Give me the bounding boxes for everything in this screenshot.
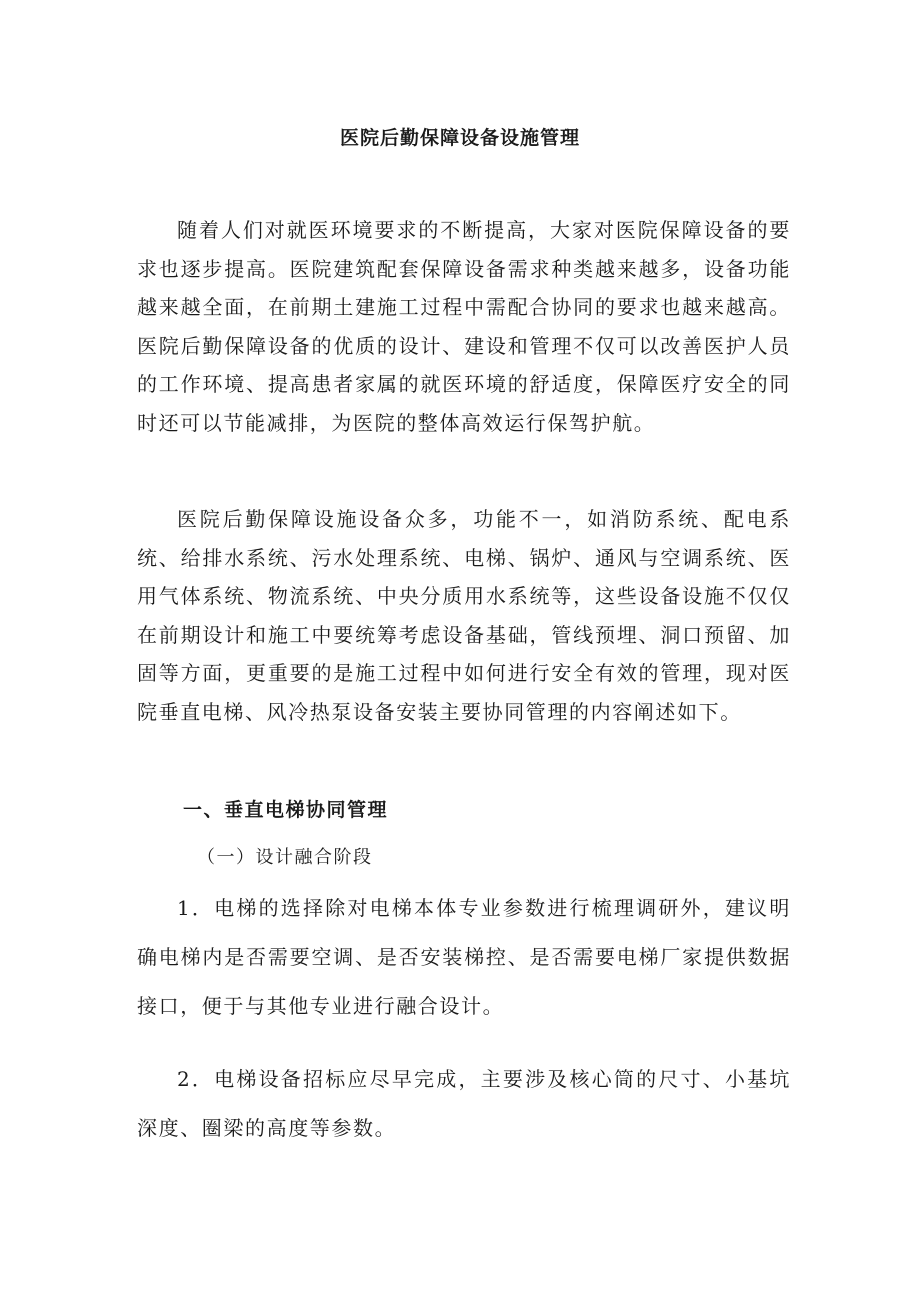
body-paragraph: 医院后勤保障设施设备众多，功能不一，如消防系统、配电系统、给排水系统、污水处理系统、电梯、锅炉、通风与空调系统、医用气体系统、物流系统、中央分质用水系统等，这些设备设施不仅仅在前期设计和施工中要统筹考虑设备基础，管线预埋、洞口预留、加固等方面，更重要的是施工过程中如何进行安全有效的管理，现对医院垂直电梯、风冷热泵设备安装主要协同管理的内容阐述如下。 [137,507,791,724]
subsection-heading: （一）设计融合阶段 [197,847,373,868]
numbered-item: 1．电梯的选择除对电梯本体专业参数进行梳理调研外，建议明确电梯内是否需要空调、是否安装梯控、是否需要电梯厂家提供数据接口，便于与其他专业进行融合设计。 [137,896,791,1018]
section-heading: 一、垂直电梯协同管理 [183,799,389,821]
body-paragraph: 随着人们对就医环境要求的不断提高，大家对医院保障设备的要求也逐步提高。医院建筑配套保障设备需求种类越来越多，设备功能越来越全面，在前期土建施工过程中需配合协同的要求也越来越高。医院后勤保障设备的优质的设计、建设和管理不仅可以改善医护人员的工作环境、提高患者家属的就医环境的舒适度，保障医疗安全的同时还可以节能减排，为医院的整体高效运行保驾护航。 [137,218,791,435]
numbered-item: 2．电梯设备招标应尽早完成，主要涉及核心筒的尺寸、小基坑深度、圈梁的高度等参数。 [137,1067,791,1140]
document-title: 医院后勤保障设备设施管理 [339,127,580,149]
